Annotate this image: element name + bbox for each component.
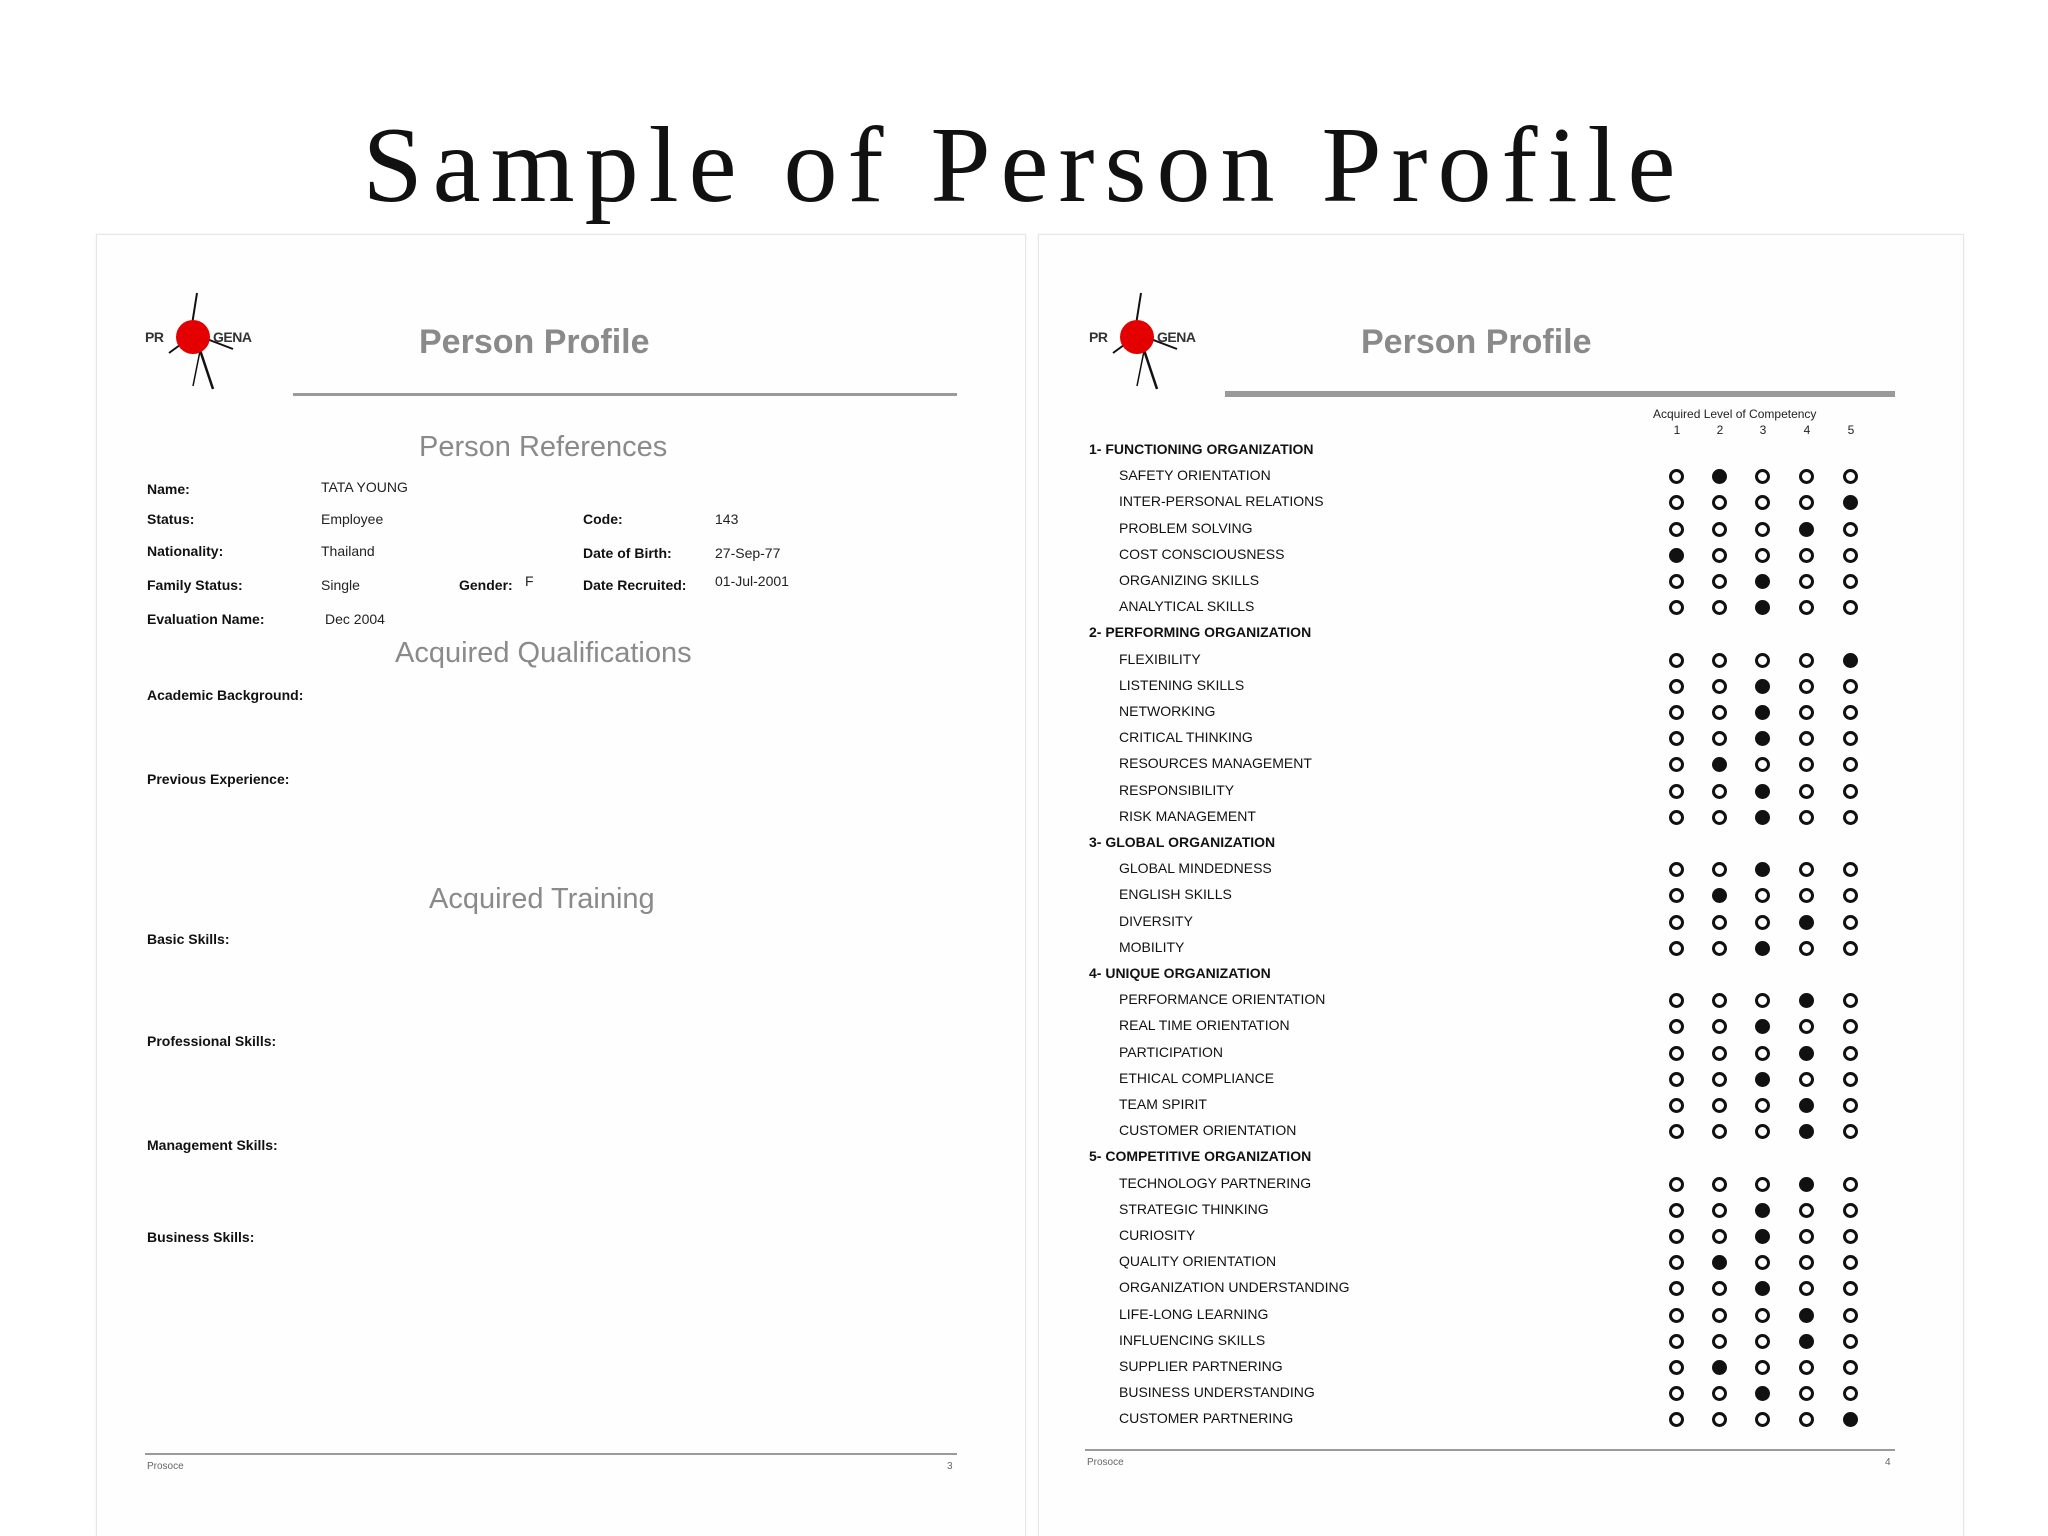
level-radio-5 [1843,1386,1858,1401]
gender-value: F [525,573,534,589]
level-radio-4 [1799,888,1814,903]
level-header-1: 1 [1673,423,1681,437]
code-value: 143 [715,511,739,527]
competency-category-label: 3- GLOBAL ORGANIZATION [1089,834,1276,850]
competency-row [1039,1201,1965,1221]
footer-company: Prosoce [1087,1457,1124,1468]
competency-label: LISTENING SKILLS [1119,676,1245,693]
page-header-title: Person Profile [1361,323,1592,361]
level-radio-4 [1799,1281,1814,1296]
competency-row [1039,1122,1965,1142]
competency-label: BUSINESS UNDERSTANDING [1119,1384,1315,1401]
competency-row [1039,755,1965,775]
page-number: 4 [1885,1457,1891,1468]
competency-label: PARTICIPATION [1119,1043,1223,1060]
level-radio-5 [1843,784,1858,799]
competency-label: NETWORKING [1119,703,1216,719]
competency-row [1039,467,1965,487]
level-radio-4 [1799,653,1814,668]
level-radio-4 [1799,600,1814,615]
level-radio-3 [1755,495,1770,510]
level-radio-3 [1755,1255,1770,1270]
competency-row [1039,1044,1965,1064]
level-radio-1 [1669,1124,1684,1139]
competency-row [1039,520,1965,540]
competency-category-label: 1- FUNCTIONING ORGANIZATION [1089,441,1314,457]
competency-label: RESOURCES MANAGEMENT [1119,755,1312,772]
level-radio-3 [1755,522,1770,537]
competency-row [1039,1306,1965,1326]
level-radio-2 [1712,469,1727,484]
level-radio-1 [1669,1177,1684,1192]
competency-label: CURIOSITY [1119,1227,1196,1243]
level-radio-2 [1712,1360,1727,1375]
competency-category [1039,834,1965,854]
business-skills-label: Business Skills: [147,1229,255,1245]
level-radio-5 [1843,1203,1858,1218]
level-radio-2 [1712,784,1727,799]
level-radio-2 [1712,1177,1727,1192]
level-radio-2 [1712,1072,1727,1087]
competency-label: ORGANIZING SKILLS [1119,572,1260,588]
level-radio-2 [1712,1281,1727,1296]
level-radio-3 [1755,1281,1770,1296]
level-radio-1 [1669,653,1684,668]
level-radio-1 [1669,915,1684,930]
level-radio-5 [1843,810,1858,825]
level-radio-4 [1799,1334,1814,1349]
competency-label: INTER-PERSONAL RELATIONS [1119,493,1324,510]
level-radio-1 [1669,548,1684,563]
competency-row [1039,1410,1965,1430]
competency-row [1039,1279,1965,1299]
level-radio-5 [1843,1072,1858,1087]
competency-row [1039,886,1965,906]
competency-label: ENGLISH SKILLS [1119,886,1232,903]
level-radio-4 [1799,1229,1814,1244]
level-radio-2 [1712,810,1727,825]
status-label: Status: [147,511,195,527]
competency-label: CUSTOMER ORIENTATION [1119,1122,1297,1139]
level-radio-5 [1843,941,1858,956]
competency-row [1039,939,1965,959]
level-radio-2 [1712,1124,1727,1139]
competency-category [1039,965,1965,985]
header-divider [293,393,957,396]
competency-category [1039,1148,1965,1168]
level-radio-3 [1755,1124,1770,1139]
previous-experience-label: Previous Experience: [147,771,290,787]
level-radio-3 [1755,731,1770,746]
competency-label: SUPPLIER PARTNERING [1119,1358,1283,1374]
competency-label: ORGANIZATION UNDERSTANDING [1119,1279,1350,1296]
level-radio-4 [1799,1308,1814,1323]
level-radio-4 [1799,1098,1814,1113]
level-radio-2 [1712,941,1727,956]
level-radio-4 [1799,1360,1814,1375]
competency-row [1039,1227,1965,1247]
level-radio-1 [1669,888,1684,903]
level-radio-5 [1843,522,1858,537]
professional-skills-label: Professional Skills: [147,1033,277,1049]
basic-skills-label: Basic Skills: [147,931,230,947]
level-radio-1 [1669,522,1684,537]
date-recruited-value: 01-Jul-2001 [715,573,789,589]
competency-label: SAFETY ORIENTATION [1119,467,1271,484]
logo-text-left: PR [145,329,164,345]
level-radio-4 [1799,1072,1814,1087]
competency-row [1039,598,1965,618]
level-radio-1 [1669,1386,1684,1401]
level-radio-1 [1669,679,1684,694]
competency-label: DIVERSITY [1119,912,1193,929]
level-radio-1 [1669,1360,1684,1375]
level-radio-2 [1712,1203,1727,1218]
level-radio-5 [1843,1412,1858,1427]
competency-row [1039,860,1965,880]
level-radio-1 [1669,600,1684,615]
level-radio-5 [1843,731,1858,746]
code-label: Code: [583,511,623,527]
competency-row [1039,1017,1965,1037]
family-status-label: Family Status: [147,577,243,593]
competency-row [1039,808,1965,828]
level-radio-3 [1755,653,1770,668]
level-radio-4 [1799,1177,1814,1192]
level-radio-3 [1755,1098,1770,1113]
footer-company: Prosoce [147,1461,184,1472]
level-radio-5 [1843,548,1858,563]
level-radio-1 [1669,495,1684,510]
level-header-2: 2 [1716,423,1724,437]
level-radio-1 [1669,1203,1684,1218]
level-radio-4 [1799,1124,1814,1139]
competency-label: CRITICAL THINKING [1119,729,1253,746]
level-radio-1 [1669,1019,1684,1034]
level-radio-3 [1755,915,1770,930]
page-header-title: Person Profile [419,323,650,361]
section-title-qualifications: Acquired Qualifications [395,637,692,669]
company-logo [1085,291,1215,401]
level-radio-3 [1755,548,1770,563]
level-radio-2 [1712,1412,1727,1427]
level-header-5: 5 [1847,423,1855,437]
competency-row [1039,1332,1965,1352]
section-title-training: Acquired Training [429,883,655,915]
level-radio-1 [1669,574,1684,589]
level-radio-4 [1799,705,1814,720]
level-radio-3 [1755,862,1770,877]
competency-label: ETHICAL COMPLIANCE [1119,1069,1275,1086]
competency-label: QUALITY ORIENTATION [1119,1253,1277,1270]
level-radio-5 [1843,679,1858,694]
competency-category-label: 4- UNIQUE ORGANIZATION [1089,965,1271,981]
level-radio-3 [1755,810,1770,825]
level-radio-2 [1712,1334,1727,1349]
level-radio-1 [1669,1229,1684,1244]
competency-category [1039,441,1965,461]
level-radio-1 [1669,1281,1684,1296]
competency-levels-title: Acquired Level of Competency [1653,407,1817,421]
logo-text-right: GENA [1157,329,1196,345]
gender-label: Gender: [459,577,513,593]
competency-row [1039,1358,1965,1378]
level-radio-4 [1799,522,1814,537]
competency-row [1039,729,1965,749]
level-radio-5 [1843,1098,1858,1113]
level-radio-5 [1843,1334,1858,1349]
level-radio-1 [1669,1046,1684,1061]
evaluation-name-value: Dec 2004 [325,611,385,627]
level-radio-1 [1669,862,1684,877]
level-radio-5 [1843,1360,1858,1375]
competency-label: ANALYTICAL SKILLS [1119,598,1255,615]
level-radio-1 [1669,993,1684,1008]
level-radio-5 [1843,495,1858,510]
level-radio-2 [1712,522,1727,537]
level-radio-2 [1712,888,1727,903]
level-radio-1 [1669,784,1684,799]
level-radio-3 [1755,1046,1770,1061]
level-radio-3 [1755,1019,1770,1034]
name-value: TATA YOUNG [321,479,408,495]
competency-row [1039,991,1965,1011]
level-radio-3 [1755,679,1770,694]
level-radio-1 [1669,1412,1684,1427]
logo-text-right: GENA [213,329,252,345]
page-competency-profile [1038,234,1964,1536]
level-radio-2 [1712,993,1727,1008]
competency-category-label: 2- PERFORMING ORGANIZATION [1089,624,1312,641]
logo-figure-icon [1085,291,1215,401]
level-radio-5 [1843,574,1858,589]
level-radio-3 [1755,1386,1770,1401]
competency-label: INFLUENCING SKILLS [1119,1331,1266,1348]
level-radio-4 [1799,679,1814,694]
competency-row [1039,651,1965,671]
level-radio-1 [1669,1308,1684,1323]
level-radio-5 [1843,993,1858,1008]
level-radio-5 [1843,862,1858,877]
level-radio-2 [1712,1255,1727,1270]
level-radio-1 [1669,705,1684,720]
footer-divider [1085,1449,1895,1451]
level-radio-5 [1843,600,1858,615]
name-label: Name: [147,481,190,497]
competency-row [1039,1070,1965,1090]
footer-divider [145,1453,957,1455]
level-radio-5 [1843,1229,1858,1244]
level-radio-2 [1712,1386,1727,1401]
competency-category [1039,624,1965,644]
competency-label: TEAM SPIRIT [1119,1096,1207,1112]
date-recruited-label: Date Recruited: [583,577,687,593]
competency-label: GLOBAL MINDEDNESS [1119,860,1272,877]
competency-row [1039,493,1965,513]
competency-label: STRATEGIC THINKING [1119,1200,1269,1217]
level-radio-3 [1755,1308,1770,1323]
logo-figure-icon [141,291,271,401]
level-radio-3 [1755,993,1770,1008]
level-radio-2 [1712,548,1727,563]
level-header-3: 3 [1759,423,1767,437]
competency-label: TECHNOLOGY PARTNERING [1119,1174,1312,1191]
level-radio-3 [1755,1334,1770,1349]
level-radio-3 [1755,784,1770,799]
competency-row [1039,703,1965,723]
competency-row [1039,782,1965,802]
level-radio-1 [1669,731,1684,746]
level-radio-5 [1843,705,1858,720]
level-radio-4 [1799,784,1814,799]
level-radio-4 [1799,757,1814,772]
level-radio-4 [1799,941,1814,956]
level-radio-5 [1843,1046,1858,1061]
level-radio-4 [1799,1019,1814,1034]
level-radio-5 [1843,1281,1858,1296]
level-radio-1 [1669,1072,1684,1087]
nationality-label: Nationality: [147,543,224,559]
level-radio-1 [1669,941,1684,956]
level-radio-2 [1712,731,1727,746]
level-radio-3 [1755,1229,1770,1244]
level-radio-5 [1843,915,1858,930]
competency-label: CUSTOMER PARTNERING [1119,1410,1294,1427]
level-radio-3 [1755,888,1770,903]
level-radio-5 [1843,1019,1858,1034]
level-radio-3 [1755,941,1770,956]
competency-row [1039,677,1965,697]
level-radio-4 [1799,1386,1814,1401]
level-radio-5 [1843,1308,1858,1323]
level-radio-5 [1843,469,1858,484]
competency-row [1039,1384,1965,1404]
level-radio-2 [1712,1046,1727,1061]
competency-label: LIFE-LONG LEARNING [1119,1305,1269,1322]
level-radio-5 [1843,1177,1858,1192]
competency-row [1039,1096,1965,1116]
level-radio-3 [1755,574,1770,589]
level-radio-4 [1799,862,1814,877]
level-radio-5 [1843,757,1858,772]
level-radio-2 [1712,1098,1727,1113]
section-title-references: Person References [419,431,668,463]
level-radio-4 [1799,915,1814,930]
competency-label: PERFORMANCE ORIENTATION [1119,991,1326,1008]
competency-row [1039,546,1965,566]
level-radio-4 [1799,469,1814,484]
competency-category-label: 5- COMPETITIVE ORGANIZATION [1089,1148,1312,1165]
level-radio-1 [1669,757,1684,772]
level-radio-3 [1755,1177,1770,1192]
competency-label: RESPONSIBILITY [1119,781,1235,798]
level-header-4: 4 [1803,423,1811,437]
level-radio-1 [1669,469,1684,484]
level-radio-2 [1712,653,1727,668]
level-radio-2 [1712,757,1727,772]
level-radio-4 [1799,1255,1814,1270]
level-radio-4 [1799,1412,1814,1427]
competency-row [1039,913,1965,933]
page-number: 3 [947,1461,953,1472]
level-radio-2 [1712,600,1727,615]
level-radio-2 [1712,1229,1727,1244]
level-radio-4 [1799,574,1814,589]
level-radio-2 [1712,915,1727,930]
competency-label: PROBLEM SOLVING [1119,519,1253,536]
level-radio-4 [1799,993,1814,1008]
level-radio-1 [1669,1098,1684,1113]
competency-label: REAL TIME ORIENTATION [1119,1017,1290,1034]
nationality-value: Thailand [321,543,375,559]
level-radio-3 [1755,1412,1770,1427]
level-radio-1 [1669,810,1684,825]
level-radio-2 [1712,679,1727,694]
dob-value: 27-Sep-77 [715,545,781,561]
level-radio-3 [1755,1072,1770,1087]
dob-label: Date of Birth: [583,545,672,561]
level-radio-3 [1755,705,1770,720]
status-value: Employee [321,511,384,527]
level-radio-3 [1755,1360,1770,1375]
level-radio-2 [1712,1308,1727,1323]
level-radio-2 [1712,495,1727,510]
competency-label: RISK MANAGEMENT [1119,807,1256,824]
level-radio-2 [1712,1019,1727,1034]
competency-label: COST CONSCIOUSNESS [1119,545,1285,562]
logo-text-left: PR [1089,329,1108,345]
level-radio-3 [1755,757,1770,772]
header-divider [1225,391,1895,397]
level-radio-4 [1799,731,1814,746]
competency-row [1039,1253,1965,1273]
academic-background-label: Academic Background: [147,687,304,703]
level-radio-5 [1843,1124,1858,1139]
level-radio-3 [1755,1203,1770,1218]
level-radio-5 [1843,653,1858,668]
level-radio-5 [1843,888,1858,903]
competency-row [1039,1175,1965,1195]
level-radio-2 [1712,574,1727,589]
family-status-value: Single [321,577,360,593]
evaluation-name-label: Evaluation Name: [147,611,265,627]
competency-label: MOBILITY [1119,938,1185,955]
competency-label: FLEXIBILITY [1119,650,1201,667]
competency-row [1039,572,1965,592]
level-radio-4 [1799,1046,1814,1061]
level-radio-2 [1712,705,1727,720]
level-radio-3 [1755,600,1770,615]
slide-title: Sample of Person Profile [362,106,1686,225]
level-radio-5 [1843,1255,1858,1270]
level-radio-1 [1669,1334,1684,1349]
management-skills-label: Management Skills: [147,1137,278,1153]
level-radio-4 [1799,1203,1814,1218]
level-radio-4 [1799,810,1814,825]
company-logo [141,291,271,401]
page-person-references [96,234,1026,1536]
level-radio-4 [1799,548,1814,563]
level-radio-2 [1712,862,1727,877]
level-radio-3 [1755,469,1770,484]
level-radio-1 [1669,1255,1684,1270]
level-radio-4 [1799,495,1814,510]
